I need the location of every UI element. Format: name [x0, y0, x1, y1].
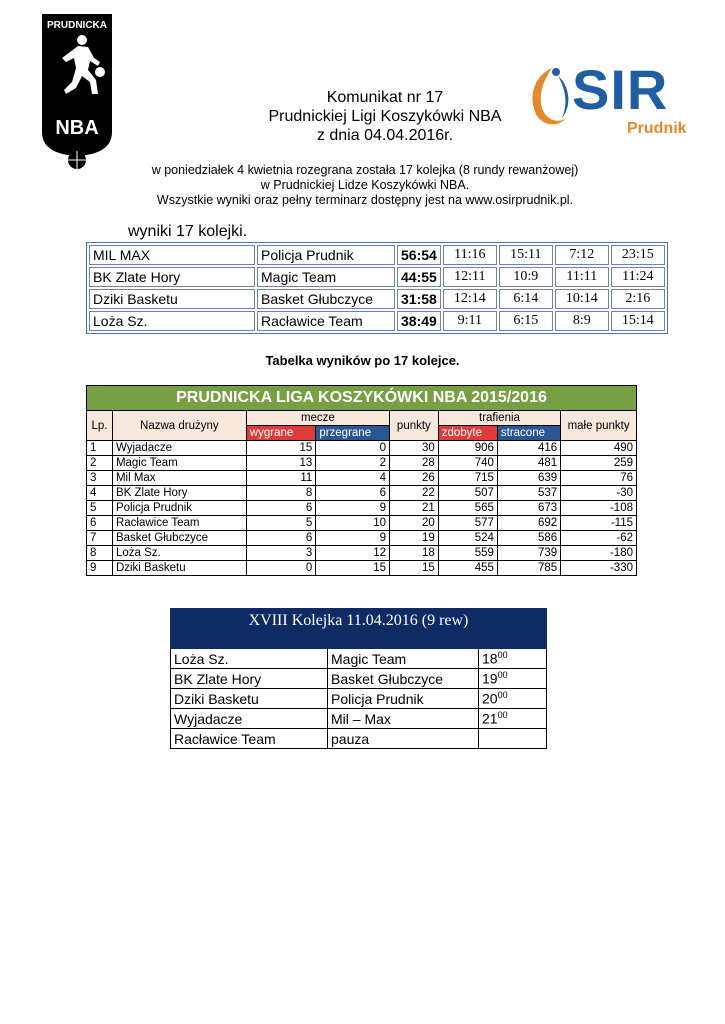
standings-cell-lp: 6	[87, 516, 113, 531]
next-game-minute: 00	[497, 710, 508, 721]
standings-row	[87, 561, 637, 576]
standings-row	[87, 546, 637, 561]
standings-cell-against: 739	[497, 546, 560, 561]
standings-cell-l: 9	[316, 501, 390, 516]
next-round-spacer	[171, 634, 547, 649]
next-game-time	[479, 689, 547, 709]
standings-cell-w: 11	[246, 471, 316, 486]
header-male-punkty: małe punkty	[561, 411, 637, 441]
standings-cell-l: 6	[316, 486, 390, 501]
next-game-minute: 00	[497, 650, 508, 661]
standings-cell-lp: 5	[87, 501, 113, 516]
result-home-team: MIL MAX	[89, 245, 255, 265]
next-round-table	[170, 608, 547, 749]
standings-cell-lp: 2	[87, 456, 113, 471]
result-quarter: 6:14	[499, 289, 553, 309]
standings-cell-against: 639	[497, 471, 560, 486]
next-round-title: XVIII Kolejka 11.04.2016 (9 rew)	[171, 609, 547, 634]
standings-cell-for: 524	[438, 531, 497, 546]
result-away-team: Racławice Team	[257, 311, 395, 331]
result-quarter: 15:14	[611, 311, 665, 331]
standings-cell-w: 15	[246, 441, 316, 456]
standings-cell-pts: 15	[389, 561, 438, 576]
standings-cell-for: 577	[438, 516, 497, 531]
next-game-time	[479, 709, 547, 729]
next-game-row	[171, 709, 547, 729]
result-quarter: 11:11	[555, 267, 609, 287]
standings-cell-for: 455	[438, 561, 497, 576]
header-line-2: Prudnickiej Ligi Koszykówki NBA	[268, 108, 502, 125]
standings-cell-diff: -62	[561, 531, 637, 546]
standings-cell-l: 9	[316, 531, 390, 546]
result-home-team: Loża Sz.	[89, 311, 255, 331]
next-away-team: Basket Głubczyce	[328, 669, 479, 689]
standings-row	[87, 441, 637, 456]
standings-cell-diff: 259	[561, 456, 637, 471]
intro-line-3: Wszystkie wyniki oraz pełny terminarz dostępny jest na www.osirprudnik.pl.	[156, 193, 574, 207]
result-score: 44:55	[397, 267, 441, 287]
standings-cell-pts: 21	[389, 501, 438, 516]
intro-line-1: w poniedziałek 4 kwietnia rozegrana została 17 kolejka (8 rundy rewanżowej)	[151, 163, 579, 177]
standings-cell-against: 586	[497, 531, 560, 546]
standings-cell-diff: 490	[561, 441, 637, 456]
standings-cell-pts: 22	[389, 486, 438, 501]
result-quarter: 11:16	[443, 245, 497, 265]
result-row	[89, 245, 665, 265]
result-away-team: Magic Team	[257, 267, 395, 287]
next-game-time	[479, 729, 547, 749]
prudnicka-nba-logo	[42, 14, 112, 170]
standings-row	[87, 516, 637, 531]
standings-banner: PRUDNICKA LIGA KOSZYKÓWKI NBA 2015/2016	[87, 386, 637, 411]
result-home-team: Dziki Basketu	[89, 289, 255, 309]
next-home-team: Loża Sz.	[171, 649, 328, 669]
standings-cell-diff: -180	[561, 546, 637, 561]
osir-logo-text: SIR	[572, 58, 669, 121]
next-game-hour: 20	[482, 690, 498, 707]
standings-cell-pts: 20	[389, 516, 438, 531]
standings-row	[87, 486, 637, 501]
standings-cell-w: 3	[246, 546, 316, 561]
standings-cell-team: Mil Max	[112, 471, 246, 486]
header-trafienia: trafienia	[438, 411, 560, 426]
page-header	[235, 88, 535, 148]
standings-title: Tabelka wyników po 17 kolejce.	[265, 353, 460, 368]
standings-cell-for: 559	[438, 546, 497, 561]
standings-row	[87, 531, 637, 546]
header-punkty: punkty	[389, 411, 438, 441]
standings-cell-against: 481	[497, 456, 560, 471]
header-line-1: Komunikat nr 17	[326, 89, 444, 106]
standings-cell-diff: -108	[561, 501, 637, 516]
intro-line-2: w Prudnickiej Lidze Koszykówki NBA.	[260, 178, 470, 192]
result-home-team: BK Zlate Hory	[89, 267, 255, 287]
result-row	[89, 267, 665, 287]
standings-cell-team: Magic Team	[112, 456, 246, 471]
next-game-row	[171, 649, 547, 669]
standings-cell-team: BK Zlate Hory	[112, 486, 246, 501]
result-quarter: 23:15	[611, 245, 665, 265]
standings-table	[86, 385, 637, 576]
result-quarter: 2:16	[611, 289, 665, 309]
standings-cell-diff: -330	[561, 561, 637, 576]
standings-cell-team: Basket Głubczyce	[112, 531, 246, 546]
standings-cell-lp: 8	[87, 546, 113, 561]
next-home-team: Dziki Basketu	[171, 689, 328, 709]
next-away-team: Mil – Max	[328, 709, 479, 729]
standings-cell-team: Racławice Team	[112, 516, 246, 531]
standings-cell-for: 507	[438, 486, 497, 501]
header-team: Nazwa drużyny	[112, 411, 246, 441]
logo-top-text: PRUDNICKA	[47, 20, 107, 31]
standings-cell-lp: 3	[87, 471, 113, 486]
header-wygrane: wygrane	[246, 426, 316, 441]
next-game-hour: 18	[482, 650, 498, 667]
standings-cell-l: 15	[316, 561, 390, 576]
standings-cell-against: 537	[497, 486, 560, 501]
next-game-row	[171, 669, 547, 689]
result-quarter: 15:11	[499, 245, 553, 265]
header-zdobyte: zdobyte	[438, 426, 497, 441]
standings-cell-lp: 9	[87, 561, 113, 576]
standings-cell-against: 692	[497, 516, 560, 531]
next-game-minute: 00	[497, 690, 508, 701]
intro-text	[120, 163, 610, 208]
standings-row	[87, 456, 637, 471]
next-game-time	[479, 649, 547, 669]
standings-cell-for: 565	[438, 501, 497, 516]
standings-cell-lp: 4	[87, 486, 113, 501]
next-home-team: BK Zlate Hory	[171, 669, 328, 689]
next-away-team: Policja Prudnik	[328, 689, 479, 709]
standings-cell-team: Loża Sz.	[112, 546, 246, 561]
standings-cell-w: 6	[246, 501, 316, 516]
next-game-hour: 21	[482, 710, 498, 727]
next-away-team: pauza	[328, 729, 479, 749]
standings-cell-against: 416	[497, 441, 560, 456]
standings-cell-lp: 7	[87, 531, 113, 546]
result-quarter: 8:9	[555, 311, 609, 331]
next-game-hour: 19	[482, 670, 498, 687]
header-stracone: stracone	[497, 426, 560, 441]
result-quarter: 11:24	[611, 267, 665, 287]
standings-cell-for: 906	[438, 441, 497, 456]
result-row	[89, 311, 665, 331]
result-quarter: 9:11	[443, 311, 497, 331]
standings-cell-team: Policja Prudnik	[112, 501, 246, 516]
standings-cell-l: 12	[316, 546, 390, 561]
standings-cell-against: 785	[497, 561, 560, 576]
results-title: wyniki 17 kolejki.	[128, 223, 248, 240]
header-mecze: mecze	[246, 411, 389, 426]
standings-cell-team: Dziki Basketu	[112, 561, 246, 576]
standings-cell-l: 0	[316, 441, 390, 456]
result-quarter: 12:11	[443, 267, 497, 287]
result-away-team: Policja Prudnik	[257, 245, 395, 265]
standings-cell-w: 5	[246, 516, 316, 531]
standings-row	[87, 471, 637, 486]
standings-cell-l: 4	[316, 471, 390, 486]
header-line-3: z dnia 04.04.2016r.	[316, 127, 454, 144]
standings-cell-pts: 28	[389, 456, 438, 471]
standings-cell-team: Wyjadacze	[112, 441, 246, 456]
standings-cell-for: 715	[438, 471, 497, 486]
osir-logo-subtext: Prudnik	[627, 120, 687, 137]
standings-cell-pts: 26	[389, 471, 438, 486]
header-przegrane: przegrane	[316, 426, 390, 441]
standings-row	[87, 501, 637, 516]
result-score: 38:49	[397, 311, 441, 331]
standings-cell-against: 673	[497, 501, 560, 516]
standings-cell-pts: 30	[389, 441, 438, 456]
standings-cell-l: 2	[316, 456, 390, 471]
result-score: 56:54	[397, 245, 441, 265]
next-game-row	[171, 689, 547, 709]
osir-prudnik-logo	[522, 60, 697, 140]
standings-cell-lp: 1	[87, 441, 113, 456]
next-game-minute: 00	[497, 670, 508, 681]
standings-cell-diff: -30	[561, 486, 637, 501]
standings-cell-pts: 18	[389, 546, 438, 561]
standings-cell-diff: -115	[561, 516, 637, 531]
header-lp: Lp.	[87, 411, 113, 441]
results-table	[86, 242, 668, 334]
standings-cell-w: 8	[246, 486, 316, 501]
result-score: 31:58	[397, 289, 441, 309]
result-quarter: 12:14	[443, 289, 497, 309]
result-quarter: 10:9	[499, 267, 553, 287]
result-quarter: 6:15	[499, 311, 553, 331]
standings-cell-l: 10	[316, 516, 390, 531]
result-away-team: Basket Głubczyce	[257, 289, 395, 309]
standings-cell-diff: 76	[561, 471, 637, 486]
standings-cell-w: 6	[246, 531, 316, 546]
next-game-row	[171, 729, 547, 749]
result-quarter: 10:14	[555, 289, 609, 309]
result-row	[89, 289, 665, 309]
standings-cell-for: 740	[438, 456, 497, 471]
standings-cell-w: 0	[246, 561, 316, 576]
next-home-team: Wyjadacze	[171, 709, 328, 729]
next-home-team: Racławice Team	[171, 729, 328, 749]
logo-bottom-text: NBA	[55, 117, 99, 139]
standings-cell-w: 13	[246, 456, 316, 471]
standings-cell-pts: 19	[389, 531, 438, 546]
next-away-team: Magic Team	[328, 649, 479, 669]
result-quarter: 7:12	[555, 245, 609, 265]
next-game-time	[479, 669, 547, 689]
